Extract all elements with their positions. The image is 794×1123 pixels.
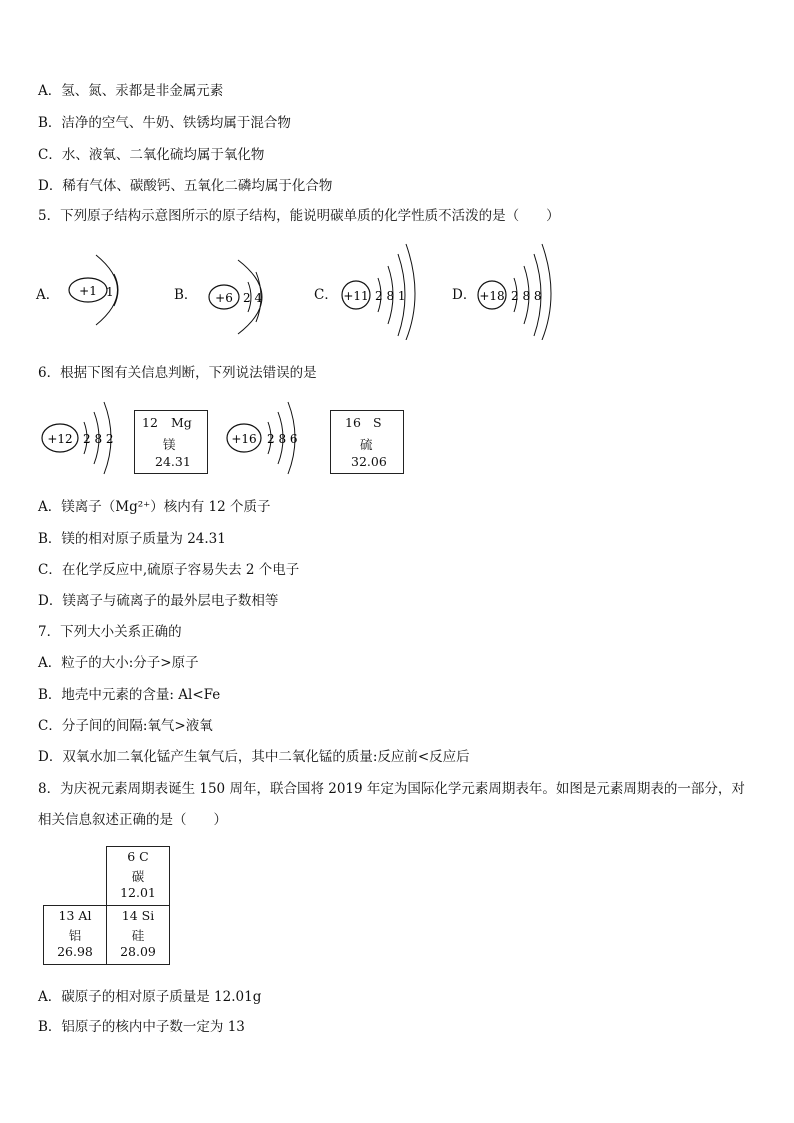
q5-d-electrons: 2 8 8	[511, 289, 542, 303]
q5-atom-diagram-a	[64, 240, 174, 340]
q5-atom-diagram-d	[474, 240, 594, 340]
q4-option-b: B．洁净的空气、牛奶、铁锈均属于混合物	[38, 115, 291, 131]
q6-option-c: C．在化学反应中,硫原子容易失去 2 个电子	[38, 562, 300, 578]
q8-silicon-mass: 28.09	[120, 944, 156, 959]
q5-atom-diagram-c	[338, 240, 458, 340]
q5-c-electrons: 2 8 1	[375, 289, 406, 303]
q6-mg-mass: 24.31	[155, 454, 191, 469]
q8-silicon-top: 14 Si	[121, 908, 155, 923]
q5-option-c-label: C．	[314, 287, 338, 303]
q4-option-c: C．水、液氧、二氧化硫均属于氧化物	[38, 147, 265, 163]
q8-periodic-table-fragment	[43, 846, 171, 968]
q5-a-nucleus: +1	[79, 284, 97, 298]
q8-option-b: B．铝原子的核内中子数一定为 13	[38, 1019, 245, 1035]
q7-option-a: A．粒子的大小:分子>原子	[38, 655, 199, 671]
q8-stem-line2: 相关信息叙述正确的是（ ）	[38, 812, 227, 828]
q8-aluminum-mass: 26.98	[57, 944, 93, 959]
q8-carbon-mass: 12.01	[120, 885, 156, 900]
q5-stem: 5．下列原子结构示意图所示的原子结构，能说明碳单质的化学性质不活泼的是（ ）	[38, 208, 560, 224]
q8-aluminum-top: 13 Al	[58, 908, 92, 923]
q5-d-nucleus: +18	[479, 289, 505, 303]
q5-c-nucleus: +11	[343, 289, 369, 303]
q5-option-b-label: B．	[174, 287, 198, 303]
q4-option-a: A．氢、氮、汞都是非金属元素	[38, 83, 224, 99]
q6-stem: 6．根据下图有关信息判断，下列说法错误的是	[38, 365, 317, 381]
q8-option-a: A．碳原子的相对原子质量是 12.01g	[38, 989, 262, 1005]
q8-cell-carbon	[106, 846, 170, 906]
q6-s-element-card	[330, 410, 404, 474]
q5-options	[36, 240, 756, 340]
q7-option-b: B．地壳中元素的含量: Al<Fe	[38, 687, 221, 703]
q8-carbon-top: 6 C	[127, 849, 149, 864]
q7-option-c: C．分子间的间隔:氧气>液氧	[38, 718, 213, 734]
q8-aluminum-name: 铝	[68, 928, 82, 943]
q5-b-nucleus: +6	[215, 291, 233, 305]
q5-a-electrons: 1	[106, 285, 114, 299]
q6-mg-number: 12	[142, 415, 158, 430]
q6-s-symbol: S	[373, 415, 382, 430]
q6-mg-name: 镁	[163, 437, 176, 452]
q6-s-electrons: 2 8 6	[267, 432, 298, 446]
q8-cell-silicon	[106, 905, 170, 965]
q6-option-d: D．镁离子与硫离子的最外层电子数相等	[38, 593, 279, 609]
q6-mg-nucleus: +12	[47, 432, 73, 446]
q6-mg-electrons: 2 8 2	[83, 432, 114, 446]
q6-mg-symbol: Mg	[171, 415, 192, 430]
q5-option-a-label: A．	[36, 287, 60, 303]
q6-option-b: B．镁的相对原子质量为 24.31	[38, 531, 226, 547]
q8-cell-aluminum	[43, 905, 107, 965]
q6-s-number: 16	[345, 415, 361, 430]
q6-s-name: 硫	[360, 437, 373, 452]
q8-silicon-name: 硅	[131, 928, 145, 943]
q7-option-d: D．双氧水加二氧化锰产生氧气后，其中二氧化锰的质量:反应前<反应后	[38, 749, 470, 765]
q7-stem: 7．下列大小关系正确的	[38, 624, 182, 640]
q4-option-d: D．稀有气体、碳酸钙、五氧化二磷均属于化合物	[38, 178, 333, 194]
q6-s-atom-diagram	[224, 398, 319, 478]
q8-stem-line1: 8．为庆祝元素周期表诞生 150 周年，联合国将 2019 年定为国际化学元素周期表年。如图是元素周期表的一部分，对	[38, 781, 745, 797]
q6-s-mass: 32.06	[351, 454, 387, 469]
q5-b-electrons: 2 4	[243, 291, 263, 305]
q6-mg-element-card	[134, 410, 208, 474]
q5-option-d-label: D．	[452, 287, 477, 303]
q5-atom-diagram-b	[202, 240, 312, 340]
q6-option-a: A．镁离子（Mg²⁺）核内有 12 个质子	[38, 499, 271, 515]
q6-mg-atom-diagram	[40, 398, 130, 478]
q8-carbon-name: 碳	[131, 869, 145, 884]
q6-s-nucleus: +16	[231, 432, 257, 446]
